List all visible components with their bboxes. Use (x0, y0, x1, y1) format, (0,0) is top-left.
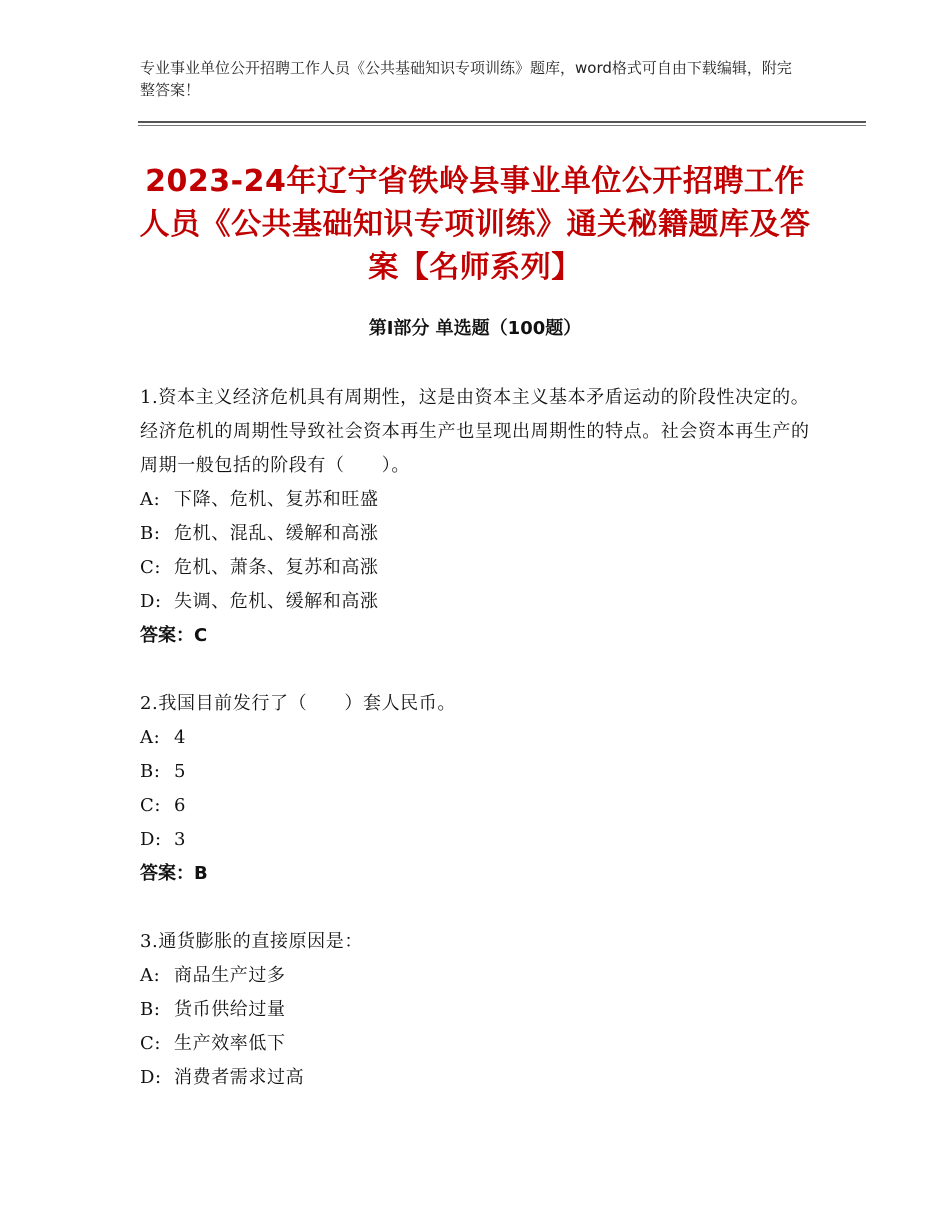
option-d (140, 1061, 820, 1095)
option-d (140, 585, 820, 619)
option-text: 生产效率低下 (174, 1033, 286, 1054)
option-text: 下降、危机、复苏和旺盛 (174, 489, 379, 510)
option-d (140, 823, 820, 857)
option-c (140, 1027, 820, 1061)
option-text: 危机、萧条、复苏和高涨 (174, 557, 379, 578)
option-text: 商品生产过多 (174, 965, 286, 986)
option-letter: D: (140, 829, 162, 850)
option-b (140, 517, 820, 551)
option-letter: B: (140, 523, 161, 544)
option-letter: A: (140, 727, 161, 748)
option-b (140, 993, 820, 1027)
question-stem: 3.通货膨胀的直接原因是： (140, 931, 363, 952)
option-letter: D: (140, 1067, 162, 1088)
option-b (140, 755, 820, 789)
option-letter: B: (140, 761, 161, 782)
option-letter: D: (140, 591, 162, 612)
question-3 (140, 925, 820, 1095)
option-letter: A: (140, 489, 161, 510)
option-text: 6 (174, 795, 187, 816)
question-stem: 2.我国目前发行了（ ）套人民币。 (140, 693, 456, 714)
option-a (140, 959, 820, 993)
document-title: 2023-24年辽宁省铁岭县事业单位公开招聘工作人员《公共基础知识专项训练》通关秘籍题库及答案【名师系列】 (139, 164, 811, 285)
option-text: 危机、混乱、缓解和高涨 (174, 523, 379, 544)
section-title: 第Ⅰ部分 单选题（100题） (368, 318, 582, 339)
answer-label: 答案：B (140, 863, 208, 884)
question-1 (140, 381, 820, 653)
option-c (140, 789, 820, 823)
header-note: 专业事业单位公开招聘工作人员《公共基础知识专项训练》题库，word格式可自由下载编辑，附完整答案！ (140, 59, 792, 99)
option-text: 3 (174, 829, 187, 850)
header-divider-thin (138, 125, 866, 126)
option-letter: C: (140, 795, 162, 816)
option-text: 5 (174, 761, 187, 782)
header-divider-thick (138, 121, 866, 123)
option-text: 4 (174, 727, 187, 748)
option-text: 货币供给过量 (174, 999, 286, 1020)
option-letter: C: (140, 557, 162, 578)
option-text: 失调、危机、缓解和高涨 (174, 591, 379, 612)
option-a (140, 483, 820, 517)
question-stem: 1.资本主义经济危机具有周期性，这是由资本主义基本矛盾运动的阶段性决定的。经济危机的周期性导致社会资本再生产也呈现出周期性的特点。社会资本再生产的周期一般包括的阶段有（ ）。 (140, 387, 810, 476)
option-letter: A: (140, 965, 161, 986)
answer-label: 答案：C (140, 625, 208, 646)
option-text: 消费者需求过高 (174, 1067, 305, 1088)
question-2 (140, 687, 820, 891)
option-c (140, 551, 820, 585)
option-letter: C: (140, 1033, 162, 1054)
option-letter: B: (140, 999, 161, 1020)
option-a (140, 721, 820, 755)
